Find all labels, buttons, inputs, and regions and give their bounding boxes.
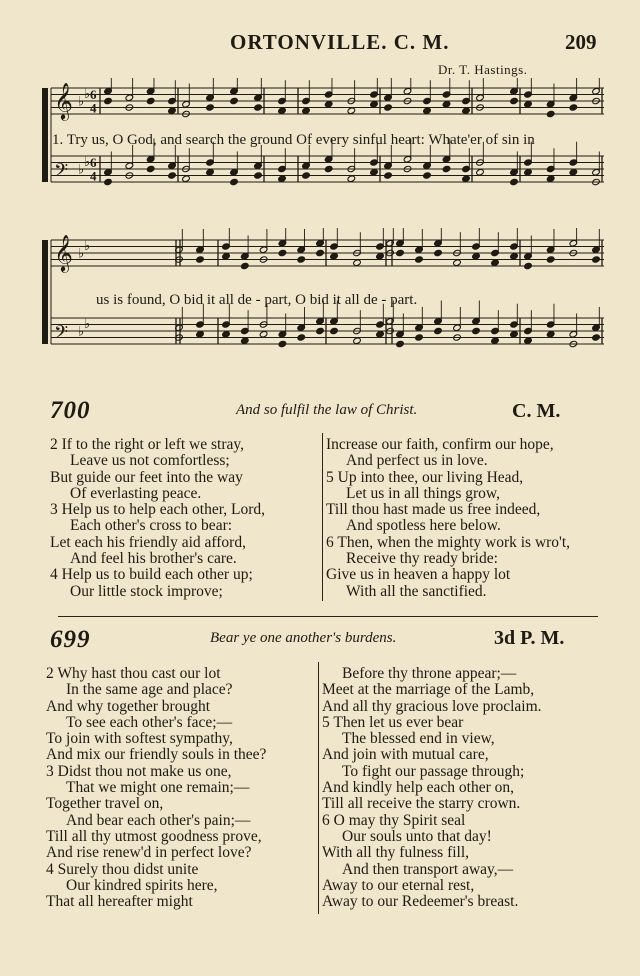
note-head — [592, 334, 601, 341]
note-head — [423, 107, 432, 114]
verse-line: Of everlasting peace. — [70, 484, 202, 502]
note-head — [316, 327, 325, 334]
hymn-700-left-column — [50, 437, 265, 600]
verse-line: That all hereafter might — [46, 893, 193, 911]
verse-line: With all thy fulness fill, — [322, 844, 470, 862]
note-head — [182, 175, 191, 182]
hymn-700-right-column — [326, 437, 570, 600]
verse-line: 2 If to the right or left we stray, — [50, 436, 244, 453]
note-head — [376, 253, 385, 260]
verse-line: 6 Then, when the mighty work is wro't, — [326, 533, 571, 551]
time-signature: 6 — [90, 87, 97, 103]
verse-line: With all the sanctified. — [346, 582, 487, 600]
note-head — [278, 175, 287, 182]
verse-line: In the same age and place? — [66, 681, 233, 699]
treble-clef-icon: 𝄞 — [54, 233, 73, 272]
hymn-699-number: 699 — [50, 626, 91, 653]
note-head — [384, 104, 393, 111]
note-head — [510, 97, 519, 104]
note-head — [472, 327, 481, 334]
note-head — [442, 165, 451, 172]
verse-line: But guide our feet into the way — [50, 468, 243, 486]
verse-line: Till all thy utmost goodness prove, — [46, 827, 262, 845]
note-head — [546, 175, 555, 182]
note-head — [415, 256, 424, 263]
note-head — [491, 337, 500, 344]
lyrics-line-1: 1. Try us, O God, and search the ground Of every sinful heart: Whate'er of sin in — [52, 132, 535, 148]
composer-credit: Dr. T. Hastings. — [438, 62, 528, 77]
note-head — [376, 331, 385, 338]
note-head — [230, 97, 239, 104]
note-head — [196, 256, 205, 263]
flat-icon: ♭ — [78, 93, 85, 109]
verse-line: Our little stock improve; — [70, 582, 223, 600]
note-head — [462, 107, 471, 114]
flat-icon: ♭ — [78, 161, 85, 177]
note-head — [524, 101, 533, 108]
verse-line: 3 Didst thou not make us one, — [46, 762, 232, 780]
note-head — [241, 262, 250, 269]
note-head — [476, 169, 485, 176]
note-head — [569, 169, 578, 176]
verse-line: And rise renew'd in perfect love? — [46, 844, 252, 862]
verse-line: 4 Help us to build each other up; — [50, 566, 253, 584]
verse-line: Let each his friendly aid afford, — [50, 533, 246, 551]
note-head — [330, 327, 339, 334]
note-head — [297, 256, 306, 263]
note-head — [442, 101, 451, 108]
note-head — [206, 104, 215, 111]
verse-line: Increase our faith, confirm our hope, — [326, 436, 554, 453]
column-divider — [318, 662, 319, 914]
flat-icon: ♭ — [84, 315, 91, 331]
verse-line: Each other's cross to bear: — [70, 517, 233, 535]
note-head — [206, 169, 215, 176]
flat-icon: ♭ — [78, 323, 85, 339]
verse-line: The blessed end in view, — [342, 730, 495, 748]
note-head — [396, 340, 405, 347]
verse-line: And bear each other's pain;— — [66, 811, 251, 829]
note-head — [104, 178, 113, 185]
verse-line: Before thy throne appear;— — [342, 665, 517, 682]
verse-line: To fight our passage through; — [342, 762, 525, 780]
verse-line: Give us in heaven a happy lot — [326, 566, 511, 584]
note-head — [415, 334, 424, 341]
verse-line: Away to our Redeemer's breast. — [322, 893, 519, 911]
verse-line: And why together brought — [46, 697, 211, 715]
note-head — [524, 169, 533, 176]
music-system-1 — [40, 78, 604, 204]
treble-clef-icon: 𝄞 — [54, 81, 73, 120]
verse-line: Till all receive the starry crown. — [322, 795, 521, 813]
note-head — [241, 337, 250, 344]
page-number: 209 — [565, 30, 597, 54]
note-head — [104, 97, 113, 104]
hymn-699-left-column — [46, 666, 266, 910]
note-head — [592, 256, 601, 263]
note-head — [491, 259, 500, 266]
flat-icon: ♭ — [84, 237, 91, 253]
system-bracket — [42, 88, 48, 182]
hymn-700-meter: C. M. — [512, 400, 561, 422]
verse-line: Leave us not comfortless; — [70, 452, 230, 470]
note-head — [546, 110, 555, 117]
note-head — [302, 172, 311, 179]
time-signature: 6 — [90, 155, 97, 171]
note-head — [324, 101, 333, 108]
flat-icon: ♭ — [78, 245, 85, 261]
note-head — [524, 337, 533, 344]
note-head — [222, 253, 231, 260]
note-head — [524, 262, 533, 269]
verse-line: 4 Surely thou didst unite — [46, 860, 199, 878]
hymn-700-number: 700 — [50, 397, 91, 424]
note-head — [330, 253, 339, 260]
verse-line: And join with mutual care, — [322, 746, 489, 764]
note-head — [546, 256, 555, 263]
note-head — [230, 178, 239, 185]
system-bracket — [42, 240, 48, 344]
note-head — [168, 107, 177, 114]
note-head — [510, 253, 519, 260]
note-head — [146, 97, 155, 104]
note-head — [384, 172, 393, 179]
note-head — [302, 107, 311, 114]
note-head — [353, 259, 362, 266]
note-head — [278, 340, 287, 347]
verse-line: Let us in all things grow, — [346, 484, 500, 502]
hymn-700-subtitle: And so fulfil the law of Christ. — [236, 402, 418, 418]
note-head — [222, 331, 231, 338]
verse-line: Meet at the marriage of the Lamb, — [322, 681, 535, 699]
note-head — [370, 169, 379, 176]
note-head — [278, 107, 287, 114]
verse-line: And all thy gracious love proclaim. — [322, 697, 542, 715]
note-head — [462, 175, 471, 182]
note-head — [510, 331, 519, 338]
note-head — [168, 172, 177, 179]
note-head — [396, 249, 405, 256]
verse-line: 3 Help us to help each other, Lord, — [50, 501, 266, 519]
verse-line: And feel his brother's care. — [70, 550, 237, 568]
note-head — [347, 175, 356, 182]
note-head — [472, 253, 481, 260]
note-head — [278, 249, 287, 256]
note-head — [254, 172, 263, 179]
verse-line: That we might one remain;— — [66, 779, 250, 797]
tune-title: ORTONVILLE. C. M. — [230, 30, 450, 54]
lyrics-line-2: us is found, O bid it all de - part, O bid it all de - part. — [96, 292, 418, 308]
verse-line: Our kindred spirits here, — [66, 876, 218, 894]
verse-line: 2 Why hast thou cast our lot — [46, 665, 221, 682]
note-head — [434, 249, 443, 256]
music-system-2 — [40, 228, 604, 370]
time-signature: 4 — [90, 100, 97, 116]
note-head — [423, 172, 432, 179]
verse-line: To join with softest sympathy, — [46, 730, 233, 748]
note-head — [370, 101, 379, 108]
column-divider — [322, 433, 323, 601]
verse-line: And perfect us in love. — [346, 452, 488, 470]
bass-clef-icon: 𝄢 — [54, 160, 69, 186]
note-head — [569, 104, 578, 111]
note-head — [146, 165, 155, 172]
note-head — [324, 165, 333, 172]
note-head — [297, 334, 306, 341]
bass-clef-icon: 𝄢 — [54, 322, 69, 348]
verse-line: And kindly help each other on, — [322, 779, 514, 797]
note-head — [510, 178, 519, 185]
note-head — [434, 327, 443, 334]
hymn-699-meter: 3d P. M. — [494, 627, 565, 649]
verse-line: 5 Then let us ever bear — [322, 713, 464, 731]
verse-line: And then transport away,— — [342, 860, 514, 878]
section-rule — [58, 616, 598, 617]
verse-line: Away to our eternal rest, — [322, 876, 475, 894]
time-signature: 4 — [90, 168, 97, 184]
flat-icon: ♭ — [84, 153, 91, 169]
note-head — [353, 337, 362, 344]
note-head — [254, 104, 263, 111]
verse-line: Till thou hast made us free indeed, — [326, 501, 541, 519]
hymn-699-subtitle: Bear ye one another's burdens. — [210, 630, 397, 646]
note-head — [453, 259, 462, 266]
note-head — [546, 331, 555, 338]
flat-icon: ♭ — [84, 85, 91, 101]
verse-line: Receive thy ready bride: — [346, 550, 498, 568]
note-head — [259, 331, 268, 338]
verse-line: And mix our friendly souls in thee? — [46, 746, 267, 764]
verse-line: 5 Up into thee, our living Head, — [326, 468, 524, 486]
verse-line: Together travel on, — [46, 795, 164, 813]
verse-line: And spotless here below. — [346, 517, 501, 535]
note-head — [196, 331, 205, 338]
hymn-699-right-column — [322, 666, 542, 910]
note-head — [347, 107, 356, 114]
verse-line: Our souls unto that day! — [342, 827, 492, 845]
verse-line: 6 O may thy Spirit seal — [322, 811, 466, 829]
note-head — [316, 249, 325, 256]
verse-line: To see each other's face;— — [66, 713, 233, 731]
